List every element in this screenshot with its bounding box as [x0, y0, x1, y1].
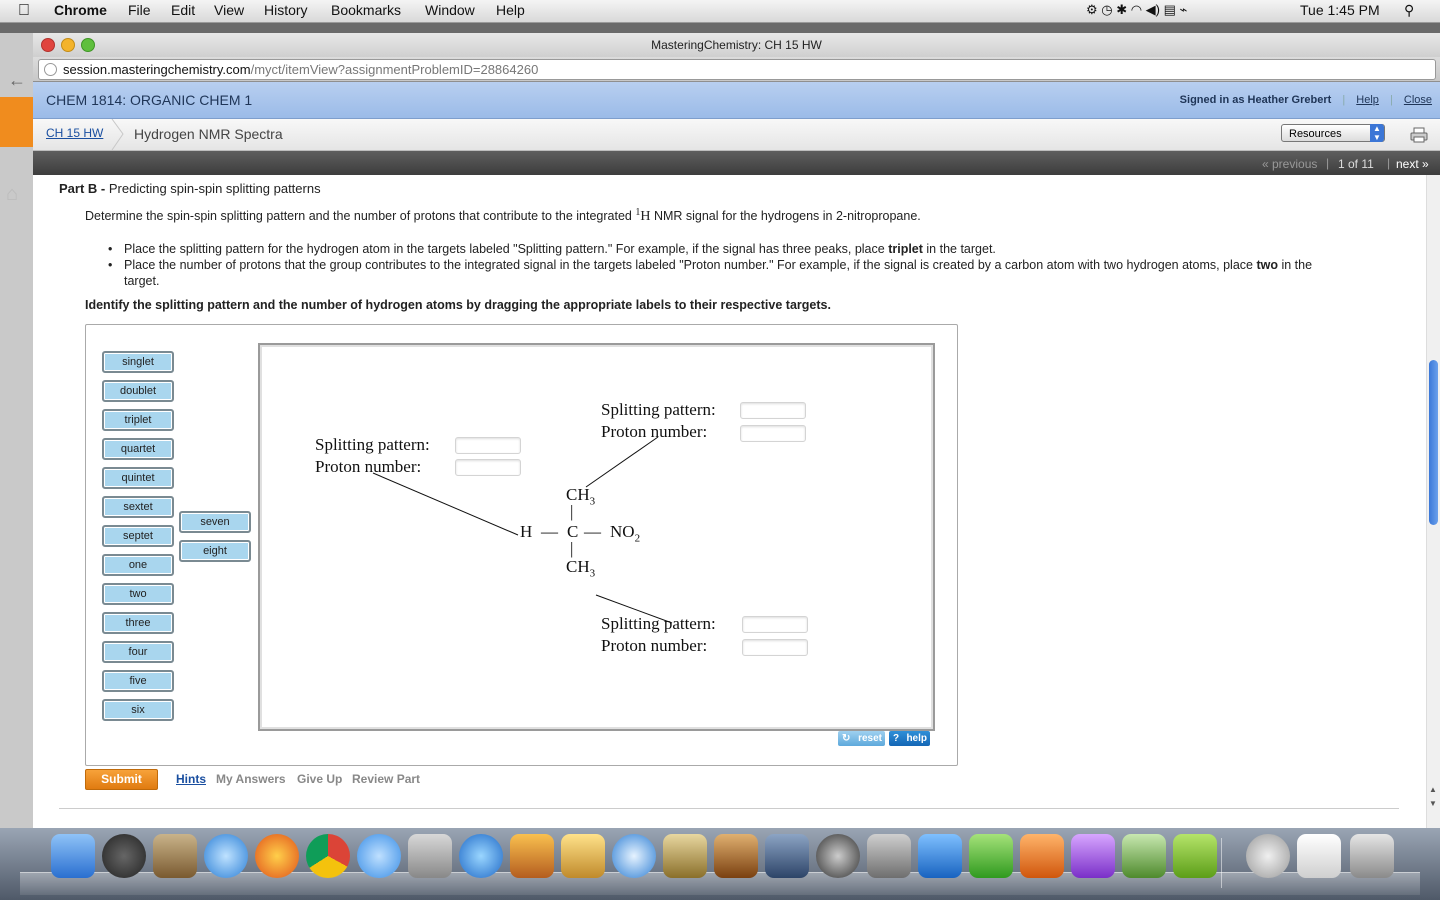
- image-capture-icon[interactable]: [561, 834, 605, 878]
- time-machine-icon[interactable]: [816, 834, 860, 878]
- preview-icon[interactable]: [408, 834, 452, 878]
- proton-number-label: Proton number:: [601, 636, 708, 655]
- reset-icon: ↻: [842, 733, 851, 744]
- bullet-bold: two: [1256, 258, 1278, 272]
- garageband-icon[interactable]: [714, 834, 758, 878]
- bullet-text: Place the number of protons that the group contributes to the integrated signal in the targets labeled "Proton number." For example, if the signal is created by a carbon atom with two hydrogen atoms, place: [124, 258, 1257, 272]
- iphoto-icon[interactable]: [510, 834, 554, 878]
- drag-instruction: Identify the splitting pattern and the number of hydrogen atoms by dragging the appropriate labels to their respective targets.: [85, 298, 831, 312]
- menubar: [0, 0, 1440, 23]
- safari-icon[interactable]: [204, 834, 248, 878]
- my-answers-link[interactable]: My Answers: [216, 772, 286, 786]
- apple-icon[interactable]: [18, 2, 30, 20]
- hints-link[interactable]: Hints: [176, 772, 206, 786]
- bond-vertical-bottom: |: [570, 539, 574, 558]
- help-button[interactable]: [889, 731, 930, 746]
- entourage-icon[interactable]: [1071, 834, 1115, 878]
- bullet-bold: triplet: [888, 242, 923, 256]
- course-title: CHEM 1814: ORGANIC CHEM 1: [46, 92, 253, 108]
- background-window: [0, 33, 33, 828]
- home-icon: ⌂: [6, 183, 19, 205]
- draggable-label-three[interactable]: three: [102, 612, 174, 634]
- web-page: [33, 82, 1440, 828]
- minimize-window-button[interactable]: [61, 38, 75, 52]
- reset-label: reset: [858, 733, 882, 744]
- document-stack-icon[interactable]: [1297, 834, 1341, 878]
- ch3-subscript: 3: [589, 567, 596, 580]
- pager-divider: |: [1387, 156, 1391, 170]
- scroll-up-icon[interactable]: ▲: [1429, 785, 1437, 794]
- menu-app-chrome[interactable]: Chrome: [54, 2, 107, 18]
- url-host: session.masteringchemistry.com: [63, 62, 251, 77]
- window-title: MasteringChemistry: CH 15 HW: [651, 38, 822, 52]
- downloads-stack-icon[interactable]: [1246, 834, 1290, 878]
- bullet-text-end: in the target.: [922, 242, 996, 256]
- no2-subscript: 2: [634, 532, 641, 545]
- splitting-pattern-target-ch3-top[interactable]: [740, 402, 806, 419]
- breadcrumb: [33, 119, 1440, 151]
- print-icon[interactable]: [1410, 127, 1428, 143]
- molecule-canvas: [258, 343, 935, 731]
- splitting-pattern-label: Splitting pattern:: [601, 400, 716, 419]
- status-icons[interactable]: ⚙ ◷ ✱ ◠ ◀) ▤ ⌁: [1086, 2, 1188, 17]
- proton-number-label: Proton number:: [601, 422, 708, 441]
- android-icon[interactable]: [1173, 834, 1217, 878]
- splitting-pattern-target-ch3-bottom[interactable]: [742, 616, 808, 633]
- scroll-down-icon[interactable]: ▼: [1429, 799, 1437, 808]
- hydrogen-atom: H: [520, 522, 533, 541]
- review-part-link[interactable]: Review Part: [352, 772, 421, 786]
- imovie-icon[interactable]: [663, 834, 707, 878]
- breadcrumb-separator-icon: [111, 119, 125, 150]
- draggable-label-doublet[interactable]: doublet: [102, 380, 174, 402]
- clock[interactable]: Tue 1:45 PM: [1300, 2, 1380, 18]
- menu-window[interactable]: Window: [425, 2, 475, 18]
- splitting-pattern-target-ch[interactable]: [455, 437, 521, 454]
- window-titlebar: [33, 33, 1440, 57]
- system-preferences-icon[interactable]: [867, 834, 911, 878]
- bond-c-n: —: [584, 522, 601, 541]
- menu-view[interactable]: View: [214, 2, 245, 18]
- draggable-label-singlet[interactable]: singlet: [102, 351, 174, 373]
- dock: [0, 828, 1440, 900]
- bond-vertical-top: |: [570, 502, 574, 521]
- spotlight-search-icon[interactable]: ⚲: [1404, 2, 1415, 18]
- part-heading: [59, 181, 321, 196]
- account-links: Signed in as Heather Grebert | Help | Close: [1179, 94, 1432, 106]
- help-label: help: [906, 733, 927, 744]
- background-window-accent: [0, 97, 33, 147]
- dvd-player-icon[interactable]: [612, 834, 656, 878]
- pager-divider: |: [1326, 156, 1330, 170]
- ch3-subscript: 3: [589, 495, 596, 508]
- menu-bookmarks[interactable]: Bookmarks: [331, 2, 402, 18]
- proton-number-target-ch3-top[interactable]: [740, 425, 806, 442]
- methyl-group-bottom: [566, 557, 595, 579]
- itunes-icon[interactable]: [459, 834, 503, 878]
- bullet-text: Place the splitting pattern for the hydrogen atom in the targets labeled "Splitting pattern." For example, if the signal has three peaks, place: [124, 242, 889, 256]
- dock-separator: [1221, 838, 1222, 888]
- draggable-label-four[interactable]: four: [102, 641, 174, 663]
- pager-bar: [33, 151, 1440, 175]
- instructions-list: [108, 241, 1348, 289]
- bond-h-c: —: [541, 522, 558, 541]
- draggable-label-quartet[interactable]: quartet: [102, 438, 174, 460]
- page-scrollbar[interactable]: [1426, 175, 1440, 828]
- reset-button[interactable]: [838, 731, 885, 746]
- scrollbar-thumb[interactable]: [1429, 360, 1438, 525]
- ch3-text: CH: [566, 485, 590, 504]
- pager-position: 1 of 11: [1338, 157, 1374, 171]
- part-divider: [59, 808, 1399, 809]
- list-item: [108, 241, 1348, 257]
- part-title: Predicting spin-spin splitting patterns: [108, 181, 321, 196]
- proton-number-label: Proton number:: [315, 457, 422, 476]
- central-carbon: C: [567, 522, 579, 541]
- menu-history[interactable]: History: [264, 2, 308, 18]
- draggable-label-seven[interactable]: seven: [179, 511, 251, 533]
- splitting-pattern-label: Splitting pattern:: [315, 435, 430, 454]
- signed-in-text: Signed in as Heather Grebert: [1179, 94, 1332, 106]
- part-label: Part B -: [59, 181, 106, 196]
- messenger-icon[interactable]: [1122, 834, 1166, 878]
- ch3-text: CH: [566, 557, 590, 576]
- intro-text: Determine the spin-spin splitting pattern and the number of protons that contribute to the integrated: [85, 209, 636, 224]
- menu-file[interactable]: File: [128, 2, 151, 18]
- back-arrow-icon[interactable]: ←: [8, 70, 26, 90]
- problem-intro: [85, 207, 921, 225]
- submit-button[interactable]: Submit: [85, 769, 158, 790]
- nitro-group: [610, 522, 640, 544]
- hydrogen-symbol: H: [640, 209, 651, 225]
- isotope-superscript: 1: [635, 207, 641, 218]
- drag-drop-area: [85, 324, 958, 766]
- dashboard-icon[interactable]: [102, 834, 146, 878]
- previous-link[interactable]: « previous: [1262, 157, 1318, 171]
- chrome-icon[interactable]: [306, 834, 350, 878]
- menu-edit[interactable]: Edit: [171, 2, 196, 18]
- menu-help[interactable]: Help: [496, 2, 525, 18]
- globe-icon: [44, 63, 57, 76]
- proton-number-target-ch[interactable]: [455, 459, 521, 476]
- word-icon[interactable]: [918, 834, 962, 878]
- intro-text-end: NMR signal for the hydrogens in 2-nitropropane.: [650, 209, 921, 224]
- address-bar: [33, 57, 1440, 82]
- powerpoint-icon[interactable]: [1020, 834, 1064, 878]
- trash-icon[interactable]: [1350, 834, 1394, 878]
- problem-content: [33, 175, 1426, 828]
- give-up-link[interactable]: Give Up: [297, 772, 343, 786]
- draggable-label-two[interactable]: two: [102, 583, 174, 605]
- course-header: [33, 82, 1440, 119]
- bullet-icon: •: [108, 258, 113, 272]
- list-item: [108, 257, 1348, 289]
- question-icon: ?: [893, 733, 900, 744]
- url-field[interactable]: [38, 59, 1436, 80]
- draggable-label-septet[interactable]: septet: [102, 525, 174, 547]
- close-window-button[interactable]: [41, 38, 55, 52]
- spaces-icon[interactable]: [765, 834, 809, 878]
- draggable-label-sextet[interactable]: sextet: [102, 496, 174, 518]
- bullet-text-end: in the target.: [124, 258, 1313, 288]
- resources-select-value: Resources: [1289, 128, 1342, 140]
- zoom-window-button[interactable]: [81, 38, 95, 52]
- url-path: /myct/itemView?assignmentProblemID=28864260: [250, 62, 539, 77]
- close-link[interactable]: Close: [1403, 94, 1432, 106]
- firefox-icon[interactable]: [255, 834, 299, 878]
- draggable-label-triplet[interactable]: triplet: [102, 409, 174, 431]
- draggable-label-eight[interactable]: eight: [179, 540, 251, 562]
- finder-icon[interactable]: [51, 834, 95, 878]
- help-link[interactable]: Help: [1356, 94, 1379, 106]
- mail-icon[interactable]: [153, 834, 197, 878]
- proton-number-target-ch3-bottom[interactable]: [742, 639, 808, 656]
- breadcrumb-current: Hydrogen NMR Spectra: [134, 126, 283, 142]
- splitting-pattern-label: Splitting pattern:: [601, 614, 716, 633]
- draggable-label-six[interactable]: six: [102, 699, 174, 721]
- draggable-label-one[interactable]: one: [102, 554, 174, 576]
- ichat-icon[interactable]: [357, 834, 401, 878]
- select-arrows-icon: ▲ ▼: [1370, 124, 1384, 142]
- next-link[interactable]: next »: [1396, 157, 1429, 171]
- resources-select[interactable]: [1281, 124, 1385, 142]
- breadcrumb-assignment-link[interactable]: CH 15 HW: [46, 126, 104, 140]
- bullet-icon: •: [108, 242, 113, 256]
- draggable-label-quintet[interactable]: quintet: [102, 467, 174, 489]
- no2-text: NO: [610, 522, 635, 541]
- draggable-label-five[interactable]: five: [102, 670, 174, 692]
- excel-icon[interactable]: [969, 834, 1013, 878]
